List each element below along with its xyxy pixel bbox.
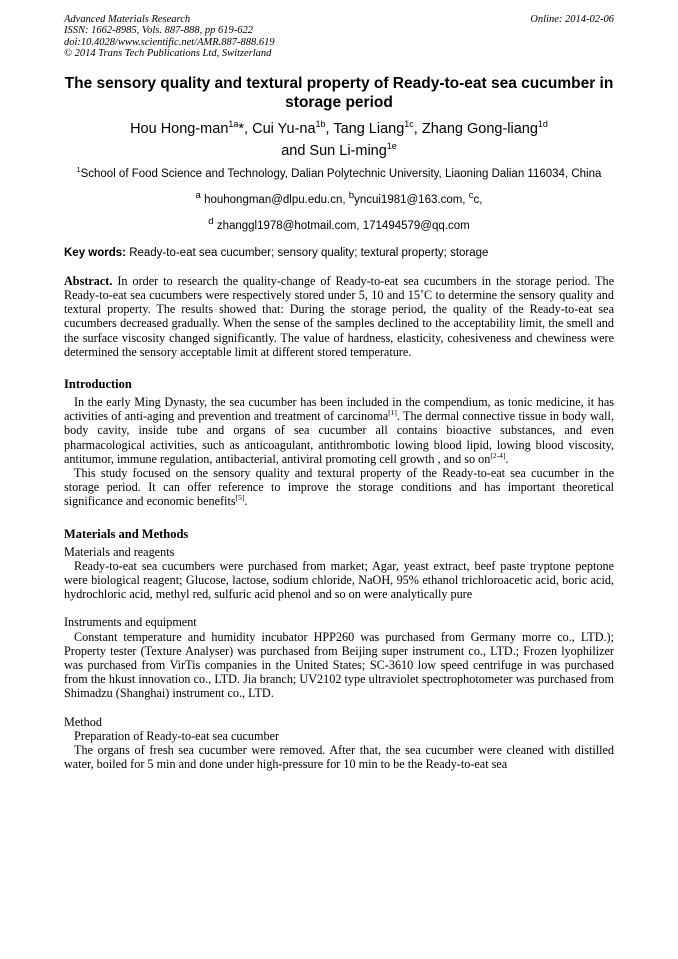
keywords	[64, 246, 614, 260]
author-sup: 1d	[537, 118, 548, 129]
subsection-method: Method	[64, 714, 102, 729]
intro-paragraph-1	[64, 395, 614, 466]
instruments-body	[64, 630, 614, 701]
intro-text: This study focused on the sensory quality and textural property of the Ready-to-eat sea cucumber in the storage period. It can offer reference to improve the storage conditions and has important theoretical significance and economic benefits	[64, 466, 614, 509]
affiliation-sup: 1	[76, 165, 81, 174]
intro-text: In the early Ming Dynasty, the sea cucumber has been included in the compendium, as tonic medicine, it has activities of anti-aging and prevention and treatment of carcinoma	[64, 395, 614, 424]
journal-header	[64, 14, 614, 60]
email-sup: a	[195, 190, 201, 202]
paper-page	[64, 14, 614, 771]
author-name: , Zhang Gong-liang	[413, 120, 538, 137]
issn-line: ISSN: 1662-8985, Vols. 887-888, pp 619-622	[64, 25, 253, 37]
author-sup: 1e	[386, 140, 397, 151]
citation: [5]	[235, 493, 245, 503]
abstract	[64, 274, 614, 359]
affiliation-text: School of Food Science and Technology, Dalian Polytechnic University, Liaoning Dalian 116034, China	[80, 167, 602, 180]
methods-heading: Materials and Methods	[64, 526, 189, 541]
email-d: zhanggl1978@hotmail.com, 171494579@qq.com	[213, 219, 470, 232]
keywords-text: Ready-to-eat sea cucumber; sensory quality; textural property; storage	[126, 246, 489, 259]
copyright-line: © 2014 Trans Tech Publications Ltd, Switzerland	[64, 48, 272, 60]
method-body	[64, 743, 614, 771]
abstract-text: In order to research the quality-change of Ready-to-eat sea cucumbers in the storage period. The Ready-to-eat sea cucumbers were respectively stored under 5, 10 and 15˚C to determine the sensory quality and textural property. The results showed that: During the storage period, the quality of the Ready-to-eat sea cucumbers decreased gradually. When the sense of the samples declined to the acceptability limit, the smell and the surface viscosity changed significantly. The value of hardness, elasticity, cohesiveness and chewiness were determined the sensory acceptable limit at different stored temperature.	[64, 273, 614, 359]
author-name: Hou Hong-man	[130, 120, 229, 137]
author-sup: 1c	[404, 118, 414, 129]
keywords-label: Key words:	[64, 246, 126, 259]
subsection-materials: Materials and reagents	[64, 544, 175, 559]
introduction-heading: Introduction	[64, 377, 132, 391]
intro-paragraph-2	[64, 466, 614, 509]
intro-text: .	[244, 494, 248, 509]
author-name: , Tang Liang	[325, 120, 405, 137]
author-list: Hou Hong-man$^{1a}$*, Cui $Yu-na^{1b}$, Tang Liang$^{1c}$, Zhang Gong-liang$^{1d}$ and Sun Li-ming$^{1e}$	[130, 118, 548, 159]
citation: [1]	[388, 408, 397, 418]
author-name: and Sun Li-ming	[281, 142, 387, 159]
materials-paragraph: Ready-to-eat sea cucumbers were purchased from market; Agar, yeast extract, beef paste tryptone peptone were biological reagent; Glucose, lactose, sodium chloride, NaOH, 95% ethanol trichloroacetic acid, boric acid, hydrochloric acid, methyl red, sulfuric acid phenol and so on were analytically pure	[64, 558, 614, 602]
subsection-preparation: Preparation of Ready-to-eat sea cucumber	[74, 728, 280, 743]
email-sup: d	[208, 215, 214, 227]
email-b: yncui1981@163.com,	[354, 193, 469, 206]
introduction-body	[64, 395, 614, 509]
email-c: c,	[473, 193, 483, 206]
affiliation	[64, 167, 614, 182]
author-sup: 1b	[315, 118, 326, 129]
method-paragraph: The organs of fresh sea cucumber were removed. After that, the sea cucumber were cleaned with distilled water, boiled for 5 min and done under high-pressure for 10 min to be the Ready-to-eat sea	[64, 743, 614, 772]
subsection-instruments: Instruments and equipment	[64, 615, 197, 630]
intro-text: .	[505, 451, 509, 466]
doi-line: doi:10.4028/www.scientific.net/AMR.887-888.619	[64, 36, 275, 48]
citation: [2-4]	[490, 450, 506, 460]
materials-body	[64, 559, 614, 602]
paper-title: The sensory quality and textural property of Ready-to-eat sea cucumber in storage period	[64, 74, 614, 111]
journal-name: Advanced Materials Research	[64, 14, 191, 25]
email-sup: c	[468, 190, 474, 202]
online-date: Online: 2014-02-06	[530, 14, 614, 25]
abstract-label: Abstract.	[64, 273, 113, 288]
email-line-1	[64, 189, 614, 207]
email-line-2	[64, 215, 614, 233]
email-a: houhongman@dlpu.edu.cn,	[200, 193, 349, 206]
author-name: , Cui Yu-na	[244, 120, 316, 137]
instruments-paragraph: Constant temperature and humidity incubator HPP260 was purchased from Germany morre co., LTD.); Property tester (Texture Analyser) was purchased from Beijing super instrument co., LTD.; Frozen lyophilizer was purchased from VirTis companies in the United States; SC-3610 low speed centrifuge in was purchased from the hkust innovation co., LTD. Jia branch; UV2102 type ultraviolet spectrophotometer was purchased from Shimadzu (Shanghai) instrument co., LTD.	[64, 629, 614, 701]
intro-text: . The dermal connective tissue in body wall, body cavity, inside tube and organs of sea cucumber all contains bioactive substances, and even pharmacological activities, such as anticoagulant, antithrombotic lowing blood lipid, lowing blood viscosity, antitumor, immune regulation, antibacterial, antiviral promoting cell growth , and so on	[64, 409, 614, 466]
email-sup: b	[348, 190, 355, 202]
author-sup: 1a	[228, 118, 239, 129]
